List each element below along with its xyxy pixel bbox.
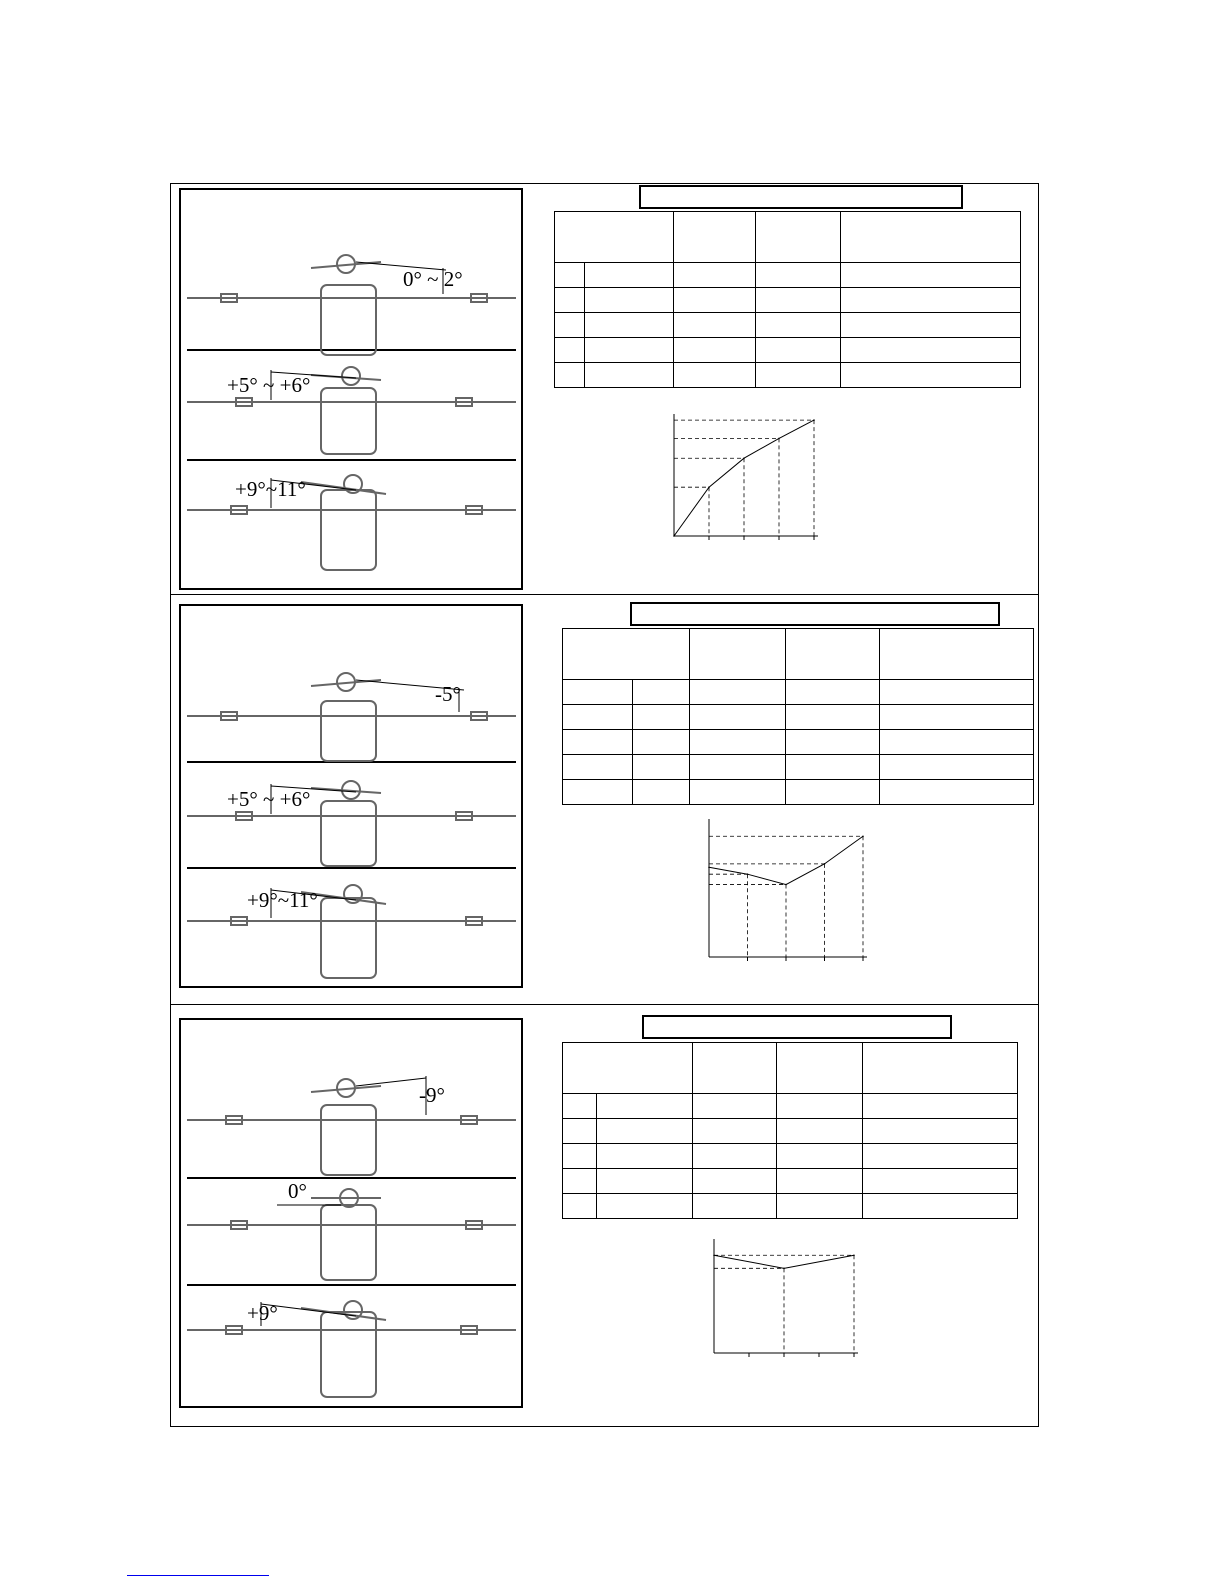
data-point [783, 1268, 785, 1270]
pitch-diagram-svg [181, 190, 521, 588]
table-row [555, 313, 1021, 338]
helicopter-pitch-illustration [179, 1018, 523, 1408]
helicopter-rotor-drawing [187, 255, 516, 355]
table-row [563, 680, 1034, 705]
pitch-curve-chart [705, 815, 880, 975]
data-point [713, 1254, 715, 1256]
pitch-angle-label: -5° [435, 682, 461, 706]
table-row [555, 363, 1021, 388]
table-title-box [639, 185, 963, 209]
table-row [555, 338, 1021, 363]
section-divider [171, 1004, 1038, 1005]
data-point [708, 867, 710, 869]
series-line [674, 420, 814, 536]
table-row [563, 755, 1034, 780]
data-point [708, 486, 710, 488]
table-row [555, 288, 1021, 313]
pitch-diagram-svg [181, 1020, 521, 1406]
data-point [673, 535, 675, 537]
data-point [778, 438, 780, 440]
table-row [563, 1169, 1018, 1194]
pitch-angle-label: +9°~11° [235, 477, 306, 501]
data-point [785, 884, 787, 886]
table-header-row [563, 1043, 1018, 1094]
table-row [563, 730, 1034, 755]
settings-table [554, 211, 1021, 388]
data-point [743, 457, 745, 459]
table-row [555, 263, 1021, 288]
helicopter-rotor-drawing [187, 1189, 516, 1280]
pitch-curve-chart [670, 410, 830, 550]
data-point [813, 419, 815, 421]
table-row [563, 780, 1034, 805]
pitch-diagram-svg [181, 606, 521, 986]
helicopter-pitch-illustration [179, 604, 523, 988]
data-point [747, 873, 749, 875]
settings-table [562, 1042, 1018, 1219]
table-title-box [630, 602, 1000, 626]
pitch-angle-label: +5° ~ +6° [227, 373, 311, 397]
table-header-row [563, 629, 1034, 680]
helicopter-rotor-drawing [187, 1079, 516, 1175]
pitch-angle-label: +9°~11° [247, 888, 318, 912]
data-point [824, 863, 826, 865]
settings-table [562, 628, 1034, 805]
table-row [563, 1119, 1018, 1144]
pitch-angle-label: +5° ~ +6° [227, 787, 311, 811]
pitch-angle-label: 0° ~ 2° [403, 267, 463, 291]
pitch-curve-chart [710, 1235, 870, 1375]
table-row [563, 1194, 1018, 1219]
pitch-angle-label: +9° [247, 1301, 278, 1325]
helicopter-rotor-drawing [187, 673, 516, 761]
series-line [714, 1255, 854, 1268]
angle-indicator [356, 1076, 426, 1115]
section-divider [171, 594, 1038, 595]
table-row [563, 1094, 1018, 1119]
data-point [862, 835, 864, 837]
table-title-box [642, 1015, 952, 1039]
pitch-angle-label: 0° [288, 1179, 307, 1203]
pitch-angle-label: -9° [419, 1083, 445, 1107]
helicopter-pitch-illustration [179, 188, 523, 590]
helicopter-rotor-drawing [187, 885, 516, 978]
table-header-row [555, 212, 1021, 263]
series-line [709, 836, 863, 884]
footer-link-underline[interactable] [127, 1575, 269, 1576]
table-row [563, 705, 1034, 730]
data-point [853, 1254, 855, 1256]
table-row [563, 1144, 1018, 1169]
